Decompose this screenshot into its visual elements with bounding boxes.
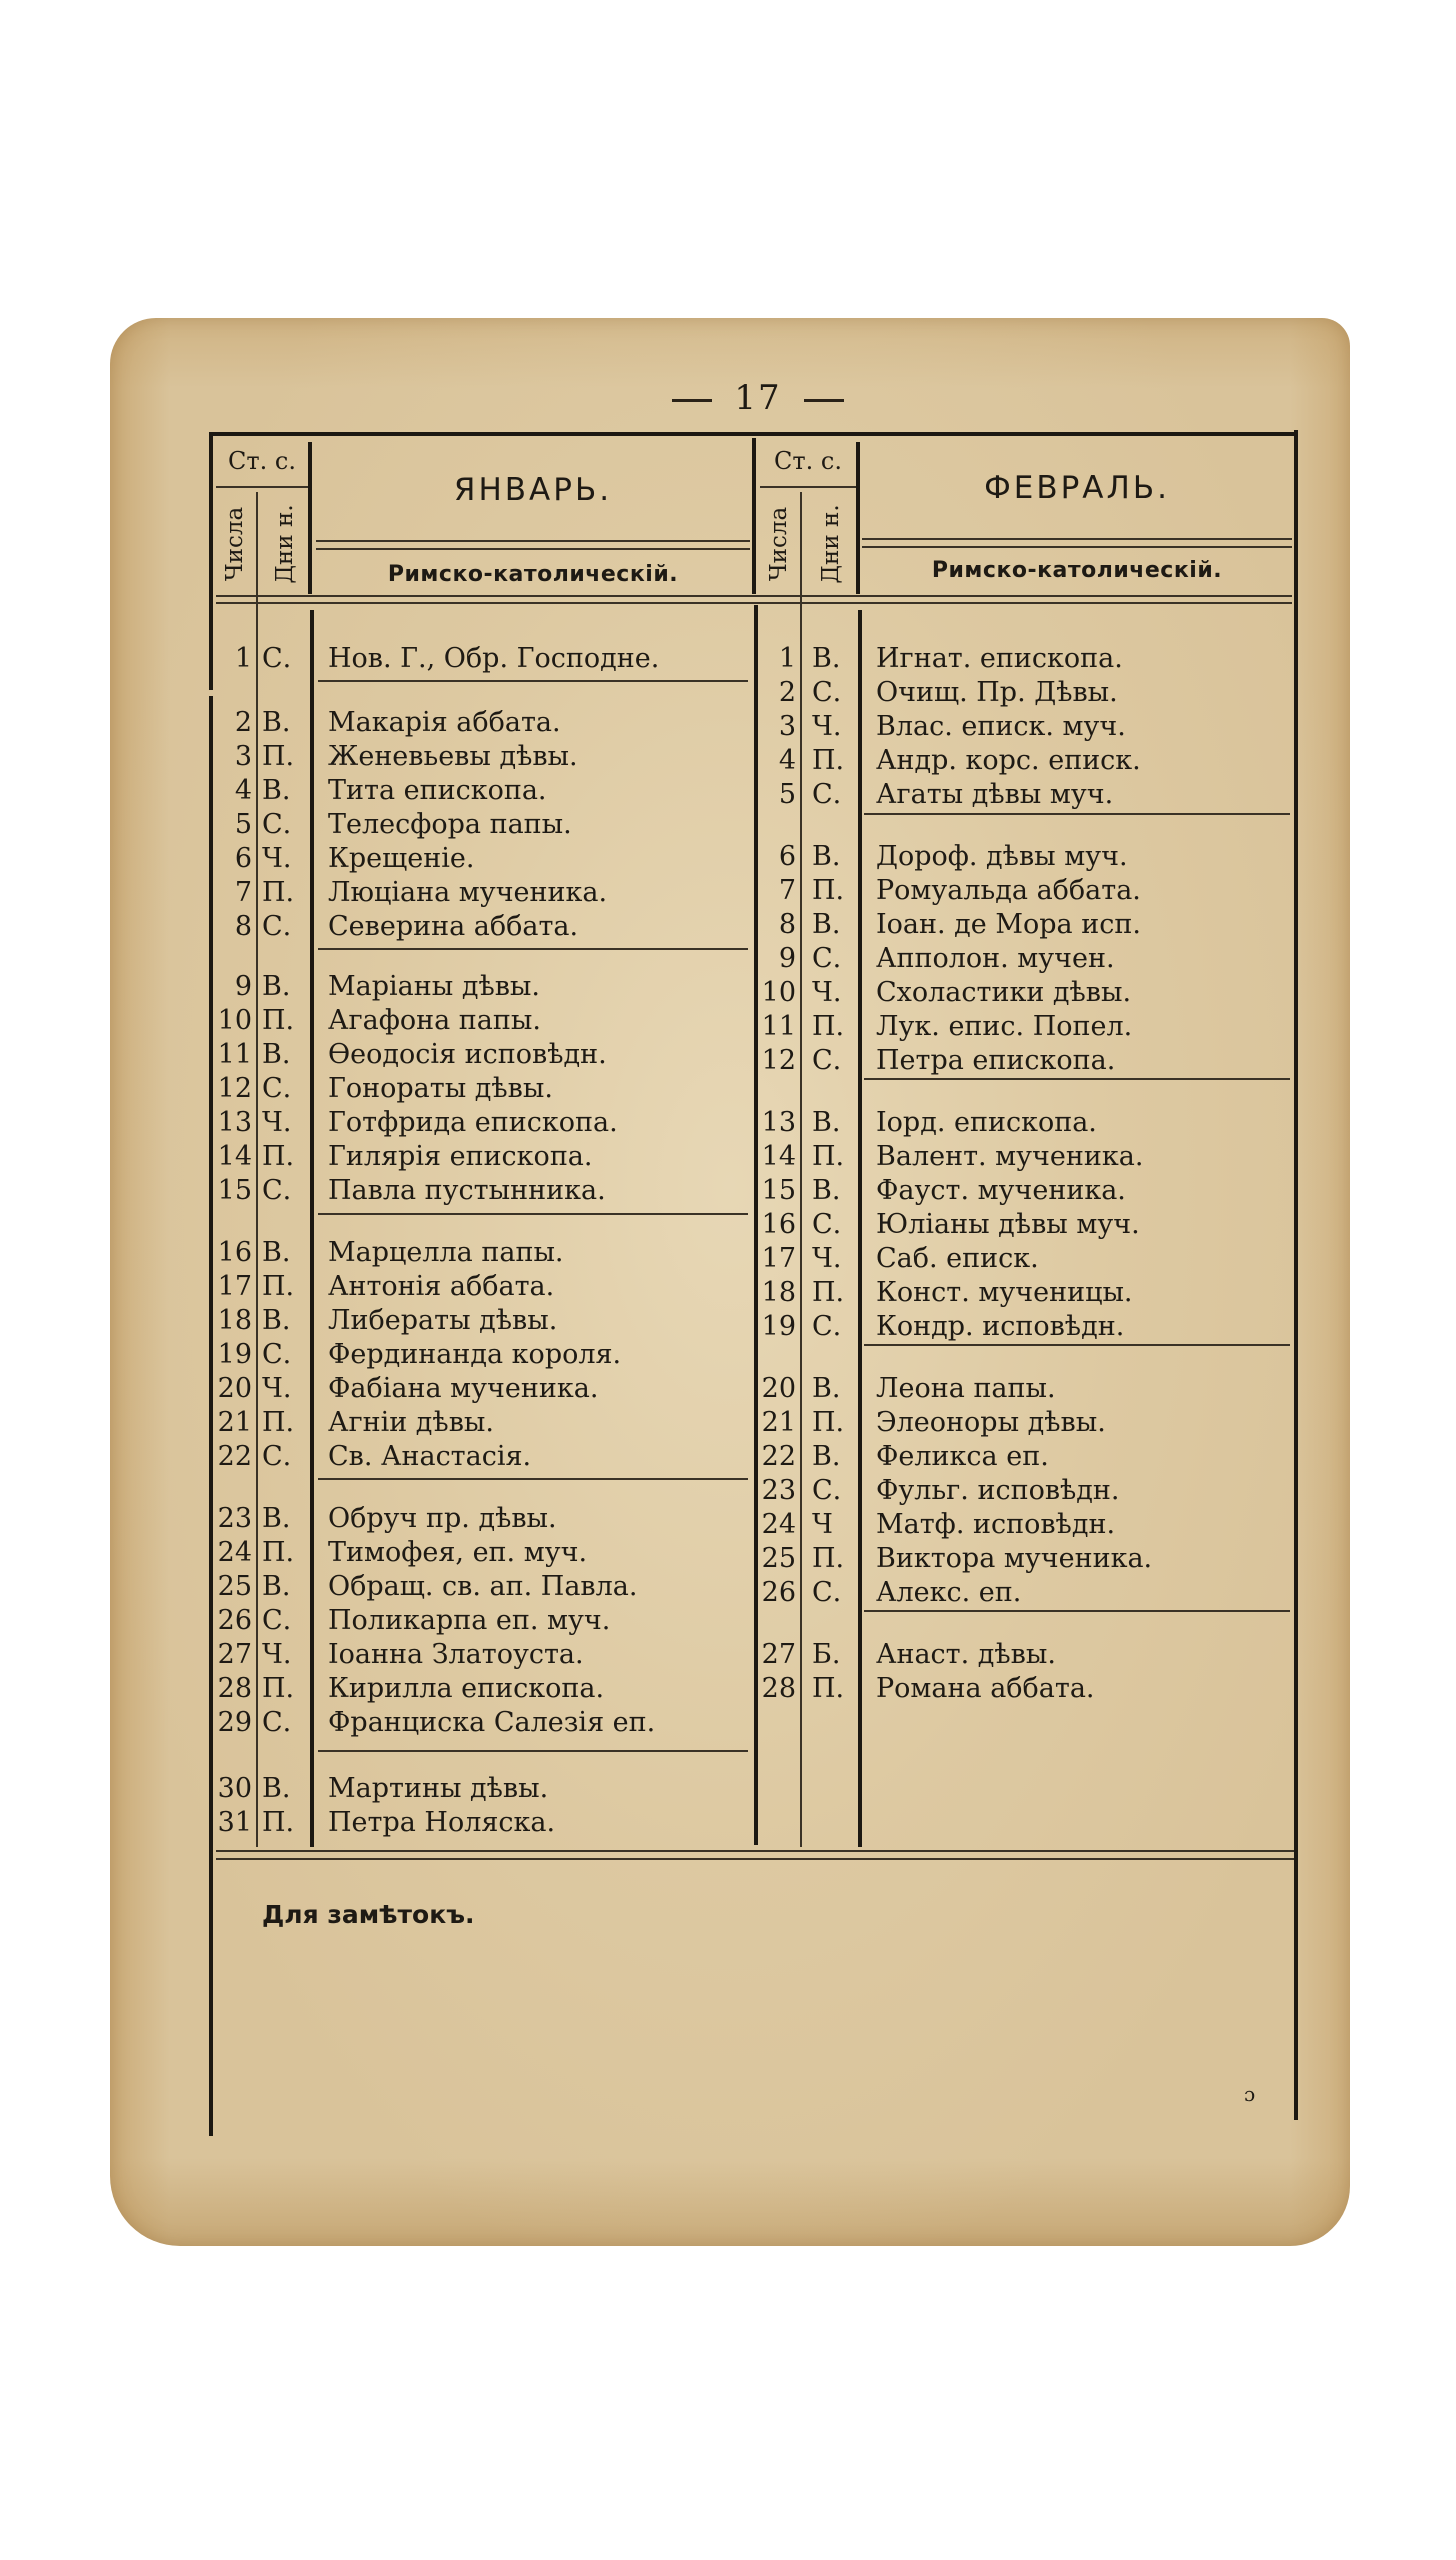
feb-week-rule	[864, 1344, 1290, 1346]
day-number: 8	[778, 909, 796, 940]
weekday-abbr: В.	[812, 909, 841, 940]
day-number: 17	[761, 1243, 796, 1274]
saint-name: Агаты дѣвы муч.	[876, 779, 1114, 810]
weekday-abbr: В.	[262, 1503, 291, 1534]
saint-name: Либераты дѣвы.	[328, 1305, 558, 1336]
feb-days-header: Дни н.	[818, 504, 844, 584]
day-number: 15	[761, 1175, 796, 1206]
weekday-abbr: С.	[262, 1707, 292, 1738]
day-number: 7	[234, 877, 252, 908]
saint-name: Игнат. епископа.	[876, 643, 1123, 674]
weekday-abbr: П.	[262, 1141, 295, 1172]
weekday-abbr: В.	[812, 1441, 841, 1472]
day-number: 5	[234, 809, 252, 840]
jan-style-rule	[216, 486, 308, 488]
saint-name: Очищ. Пр. Дѣвы.	[876, 677, 1118, 708]
saint-name: Тита епископа.	[328, 775, 547, 806]
weekday-abbr: Ч.	[262, 1373, 292, 1404]
saint-name: Схоластики дѣвы.	[876, 977, 1132, 1008]
jan-days-header: Дни н.	[272, 504, 298, 584]
day-number: 8	[234, 911, 252, 942]
day-number: 4	[234, 775, 252, 806]
day-number: 10	[217, 1005, 252, 1036]
day-number: 30	[217, 1773, 252, 1804]
day-number: 9	[778, 943, 796, 974]
weekday-abbr: С.	[262, 911, 292, 942]
weekday-abbr: С.	[262, 1441, 292, 1472]
day-number: 11	[217, 1039, 252, 1070]
saint-name: Леона папы.	[876, 1373, 1056, 1404]
day-number: 5	[778, 779, 796, 810]
saint-name: Петра Ноляска.	[328, 1807, 556, 1838]
weekday-abbr: Б.	[812, 1639, 841, 1670]
saint-name: Іоанна Златоуста.	[328, 1639, 584, 1670]
weekday-abbr: В.	[812, 1175, 841, 1206]
saint-name: Макарія аббата.	[328, 707, 561, 738]
table-right-rule	[1294, 430, 1298, 2120]
day-number: 2	[234, 707, 252, 738]
day-number: 1	[234, 643, 252, 674]
day-number: 22	[761, 1441, 796, 1472]
day-number: 4	[778, 745, 796, 776]
weekday-abbr: П.	[812, 1011, 845, 1042]
weekday-abbr: С.	[262, 1605, 292, 1636]
weekday-abbr: П.	[262, 1407, 295, 1438]
day-number: 29	[217, 1707, 252, 1738]
day-number: 28	[761, 1673, 796, 1704]
saint-name: Готфрида епископа.	[328, 1107, 618, 1138]
dash-left	[672, 399, 712, 402]
day-number: 12	[217, 1073, 252, 1104]
day-number: 3	[778, 711, 796, 742]
weekday-abbr: С.	[812, 677, 842, 708]
weekday-abbr: П.	[812, 1407, 845, 1438]
saint-name: Гилярія епископа.	[328, 1141, 593, 1172]
day-number: 21	[217, 1407, 252, 1438]
saint-name: Телесфора папы.	[328, 809, 572, 840]
saint-name: Крещеніе.	[328, 843, 475, 874]
saint-name: Павла пустынника.	[328, 1175, 606, 1206]
weekday-abbr: С.	[262, 1175, 292, 1206]
saint-name: Фульг. исповѣдн.	[876, 1475, 1120, 1506]
day-number: 14	[217, 1141, 252, 1172]
weekday-abbr: П.	[262, 1537, 295, 1568]
saint-name: Іоан. де Мора исп.	[876, 909, 1141, 940]
saint-name: Марцелла папы.	[328, 1237, 564, 1268]
weekday-abbr: П.	[262, 1807, 295, 1838]
weekday-abbr: В.	[262, 971, 291, 1002]
header-bottom-rule-1	[216, 595, 1292, 597]
day-number: 25	[761, 1543, 796, 1574]
saint-name: Лук. епис. Попел.	[876, 1011, 1133, 1042]
saint-name: Агніи дѣвы.	[328, 1407, 494, 1438]
saint-name: Агафона папы.	[328, 1005, 541, 1036]
weekday-abbr: С.	[812, 1577, 842, 1608]
saint-name: Франциска Салезія еп.	[328, 1707, 656, 1738]
weekday-abbr: В.	[262, 707, 291, 738]
weekday-abbr: Ч.	[262, 843, 292, 874]
saint-name: Женевьевы дѣвы.	[328, 741, 578, 772]
weekday-abbr: С.	[262, 643, 292, 674]
day-number: 28	[217, 1673, 252, 1704]
saint-name: Люціана мученика.	[328, 877, 608, 908]
jan-week-rule	[318, 1213, 748, 1215]
saint-name: Феликса еп.	[876, 1441, 1049, 1472]
feb-style-rule	[760, 486, 856, 488]
notes-label: Для замѣтокъ.	[262, 1900, 475, 1929]
jan-rite-label: Римско-католическій.	[387, 562, 679, 587]
saint-name: Нов. Г., Обр. Господне.	[328, 643, 660, 674]
weekday-abbr: П.	[812, 1543, 845, 1574]
day-number: 15	[217, 1175, 252, 1206]
table-bottom-rule-2	[216, 1858, 1294, 1860]
weekday-abbr: В.	[812, 841, 841, 872]
feb-rite-rule-2	[862, 546, 1292, 548]
jan-week-rule	[318, 948, 748, 950]
weekday-abbr: П.	[812, 1277, 845, 1308]
saint-name: Алекс. еп.	[876, 1577, 1022, 1608]
day-number: 1	[778, 643, 796, 674]
weekday-abbr: П.	[812, 1673, 845, 1704]
saint-name: Кондр. исповѣдн.	[876, 1311, 1125, 1342]
header-bottom-rule-2	[216, 602, 1292, 604]
saint-name: Фауст. мученика.	[876, 1175, 1126, 1206]
day-number: 10	[761, 977, 796, 1008]
book-page	[110, 318, 1350, 2246]
day-number: 24	[761, 1509, 796, 1540]
page-number	[648, 378, 868, 418]
saint-name: Ѳеодосія исповѣдн.	[328, 1039, 607, 1070]
jan-days-rule-head	[308, 442, 312, 594]
jan-week-rule	[318, 1478, 748, 1480]
saint-name: Обруч пр. дѣвы.	[328, 1503, 557, 1534]
weekday-abbr: С.	[812, 1209, 842, 1240]
saint-name: Маріаны дѣвы.	[328, 971, 541, 1002]
saint-name: Северина аббата.	[328, 911, 579, 942]
weekday-abbr: П.	[262, 1673, 295, 1704]
weekday-abbr: П.	[262, 741, 295, 772]
jan-numbers-rule	[256, 492, 258, 1847]
saint-name: Романа аббата.	[876, 1673, 1095, 1704]
day-number: 31	[217, 1807, 252, 1838]
weekday-abbr: В.	[262, 1571, 291, 1602]
weekday-abbr: П.	[812, 875, 845, 906]
saint-name: Влас. еписк. муч.	[876, 711, 1126, 742]
feb-week-rule	[864, 813, 1290, 815]
signature-mark: ɔ	[1244, 2082, 1256, 2106]
weekday-abbr: Ч.	[262, 1107, 292, 1138]
weekday-abbr: В.	[262, 1237, 291, 1268]
saint-name: Мартины дѣвы.	[328, 1773, 549, 1804]
feb-month-title: ФЕВРАЛЬ.	[984, 470, 1170, 506]
feb-days-rule-head	[856, 442, 860, 594]
table-bottom-rule-1	[216, 1850, 1294, 1852]
day-number: 19	[217, 1339, 252, 1370]
weekday-abbr: В.	[262, 1773, 291, 1804]
day-number: 13	[217, 1107, 252, 1138]
saint-name: Анаст. дѣвы.	[876, 1639, 1056, 1670]
feb-style-label: Ст. с.	[774, 447, 842, 475]
day-number: 2	[778, 677, 796, 708]
weekday-abbr: В.	[262, 775, 291, 806]
saint-name: Апполон. мучен.	[876, 943, 1115, 974]
day-number: 20	[217, 1373, 252, 1404]
saint-name: Виктора мученика.	[876, 1543, 1153, 1574]
weekday-abbr: С.	[812, 943, 842, 974]
weekday-abbr: В.	[262, 1039, 291, 1070]
saint-name: Кирилла епископа.	[328, 1673, 605, 1704]
weekday-abbr: В.	[812, 1373, 841, 1404]
saint-name: Элеоноры дѣвы.	[876, 1407, 1106, 1438]
saint-name: Іорд. епископа.	[876, 1107, 1097, 1138]
weekday-abbr: Ч.	[812, 1243, 842, 1274]
saint-name: Обращ. св. ап. Павла.	[328, 1571, 638, 1602]
day-number: 23	[761, 1475, 796, 1506]
saint-name: Тимофея, еп. муч.	[328, 1537, 588, 1568]
feb-rite-label: Римско-католическій.	[931, 558, 1223, 583]
jan-rite-rule-2	[316, 548, 750, 550]
day-number: 27	[217, 1639, 252, 1670]
dash-right	[804, 399, 844, 402]
saint-name: Конст. мученицы.	[876, 1277, 1133, 1308]
saint-name: Ромуальда аббата.	[876, 875, 1141, 906]
jan-numbers-header: Числа	[222, 506, 248, 582]
day-number: 11	[761, 1011, 796, 1042]
weekday-abbr: В.	[812, 643, 841, 674]
feb-week-rule	[864, 1078, 1290, 1080]
day-number: 6	[234, 843, 252, 874]
weekday-abbr: В.	[262, 1305, 291, 1336]
saint-name: Св. Анастасія.	[328, 1441, 532, 1472]
jan-month-title: ЯНВАРЬ.	[453, 472, 613, 508]
saint-name: Петра епископа.	[876, 1045, 1116, 1076]
weekday-abbr: Ч.	[812, 711, 842, 742]
day-number: 21	[761, 1407, 796, 1438]
day-number: 3	[234, 741, 252, 772]
saint-name: Фабіана мученика.	[328, 1373, 599, 1404]
saint-name: Юліаны дѣвы муч.	[876, 1209, 1140, 1240]
feb-rite-rule-1	[862, 538, 1292, 540]
weekday-abbr: В.	[812, 1107, 841, 1138]
saint-name: Фердинанда короля.	[328, 1339, 622, 1370]
feb-numbers-header: Числа	[766, 506, 792, 582]
day-number: 24	[217, 1537, 252, 1568]
day-number: 9	[234, 971, 252, 1002]
day-number: 18	[761, 1277, 796, 1308]
feb-days-rule	[858, 610, 862, 1847]
weekday-abbr: С.	[812, 1311, 842, 1342]
feb-week-rule	[864, 1610, 1290, 1612]
weekday-abbr: П.	[812, 745, 845, 776]
weekday-abbr: П.	[262, 1271, 295, 1302]
weekday-abbr: Ч.	[812, 977, 842, 1008]
table-top-rule	[212, 432, 1298, 436]
month-divider-head	[752, 438, 756, 594]
day-number: 18	[217, 1305, 252, 1336]
day-number: 22	[217, 1441, 252, 1472]
weekday-abbr: С.	[262, 809, 292, 840]
day-number: 13	[761, 1107, 796, 1138]
jan-days-rule	[310, 610, 314, 1847]
weekday-abbr: П.	[812, 1141, 845, 1172]
weekday-abbr: С.	[812, 779, 842, 810]
saint-name: Андр. корс. еписк.	[876, 745, 1141, 776]
weekday-abbr: С.	[812, 1475, 842, 1506]
day-number: 7	[778, 875, 796, 906]
jan-style-label: Ст. с.	[228, 447, 296, 475]
saint-name: Саб. еписк.	[876, 1243, 1039, 1274]
saint-name: Антонія аббата.	[328, 1271, 555, 1302]
day-number: 12	[761, 1045, 796, 1076]
day-number: 14	[761, 1141, 796, 1172]
day-number: 19	[761, 1311, 796, 1342]
saint-name: Валент. мученика.	[876, 1141, 1144, 1172]
jan-week-rule	[318, 680, 748, 682]
weekday-abbr: Ч.	[262, 1639, 292, 1670]
day-number: 16	[761, 1209, 796, 1240]
feb-numbers-rule	[800, 492, 802, 1847]
weekday-abbr: Ч	[812, 1509, 833, 1540]
day-number: 20	[761, 1373, 796, 1404]
day-number: 6	[778, 841, 796, 872]
day-number: 25	[217, 1571, 252, 1602]
jan-week-rule	[318, 1750, 748, 1752]
saint-name: Матф. исповѣдн.	[876, 1509, 1116, 1540]
page-number-value: 17	[734, 378, 782, 418]
day-number: 27	[761, 1639, 796, 1670]
day-number: 16	[217, 1237, 252, 1268]
saint-name: Поликарпа еп. муч.	[328, 1605, 611, 1636]
weekday-abbr: П.	[262, 1005, 295, 1036]
weekday-abbr: С.	[262, 1073, 292, 1104]
day-number: 26	[761, 1577, 796, 1608]
jan-rite-rule-1	[316, 540, 750, 542]
saint-name: Гонораты дѣвы.	[328, 1073, 553, 1104]
weekday-abbr: С.	[262, 1339, 292, 1370]
day-number: 17	[217, 1271, 252, 1302]
saint-name: Дороф. дѣвы муч.	[876, 841, 1128, 872]
weekday-abbr: С.	[812, 1045, 842, 1076]
weekday-abbr: П.	[262, 877, 295, 908]
day-number: 23	[217, 1503, 252, 1534]
day-number: 26	[217, 1605, 252, 1636]
